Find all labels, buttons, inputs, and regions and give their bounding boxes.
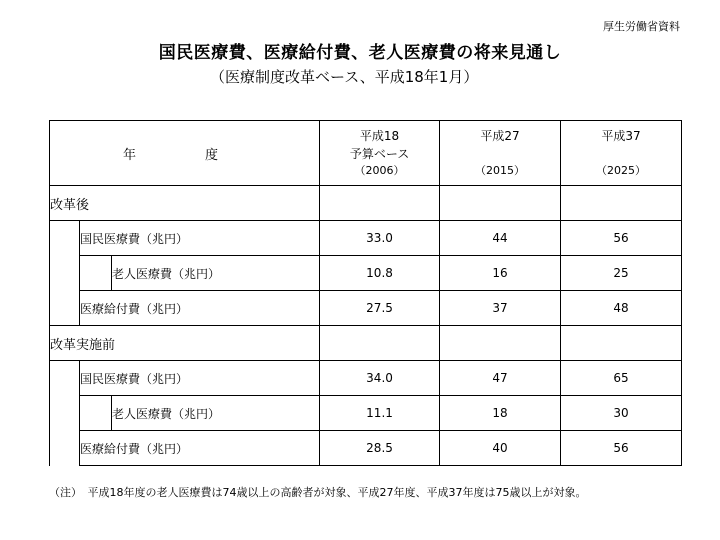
column-header [320, 121, 440, 186]
table-cell: 37 [440, 291, 561, 326]
footnote: （注） 平成18年度の老人医療費は74歳以上の高齢者が対象、平成27年度、平成37年度は75歳以上が対象。 [49, 486, 587, 499]
year-header: 年 度 [50, 121, 320, 186]
table-row [50, 221, 682, 256]
column-era-label: 平成37 [601, 128, 641, 143]
page-title: 国民医療費、医療給付費、老人医療費の将来見通し [158, 43, 562, 63]
row-label: 老人医療費（兆円） [112, 256, 320, 291]
table-cell: 44 [440, 221, 561, 256]
table-row [50, 396, 682, 431]
column-year-label: （2006） [354, 163, 405, 177]
source-label: 厚生労働省資料 [603, 20, 680, 33]
table-cell: 40 [440, 431, 561, 466]
table-row [50, 291, 682, 326]
section-label: 改革実施前 [50, 326, 320, 361]
projection-table [49, 120, 682, 466]
table-cell: 10.8 [320, 256, 440, 291]
table-cell: 27.5 [320, 291, 440, 326]
row-label: 医療給付費（兆円） [80, 291, 320, 326]
section-row [50, 326, 682, 361]
table-cell: 56 [561, 431, 682, 466]
table-cell: 56 [561, 221, 682, 256]
column-header [440, 121, 561, 186]
table-cell: 25 [561, 256, 682, 291]
table-cell: 47 [440, 361, 561, 396]
section-label: 改革後 [50, 186, 320, 221]
row-label: 国民医療費（兆円） [80, 221, 320, 256]
table-cell: 34.0 [320, 361, 440, 396]
column-year-label: （2015） [475, 163, 526, 177]
table-cell: 18 [440, 396, 561, 431]
column-note-label [440, 145, 560, 163]
column-era-label: 平成18 [359, 128, 400, 143]
column-era-label: 平成27 [480, 128, 520, 143]
table-row [50, 431, 682, 466]
page-subtitle: （医療制度改革ベース、平成18年1月） [210, 68, 479, 86]
table-row [50, 256, 682, 291]
row-label: 老人医療費（兆円） [112, 396, 320, 431]
section-row [50, 186, 682, 221]
table-cell: 28.5 [320, 431, 440, 466]
table-cell: 65 [561, 361, 682, 396]
row-label: 医療給付費（兆円） [80, 431, 320, 466]
table-cell: 48 [561, 291, 682, 326]
table-cell: 11.1 [320, 396, 440, 431]
column-note-label [561, 145, 681, 163]
row-label: 国民医療費（兆円） [80, 361, 320, 396]
table-cell: 30 [561, 396, 682, 431]
table-cell: 16 [440, 256, 561, 291]
column-header [561, 121, 682, 186]
table-row [50, 361, 682, 396]
table-cell: 33.0 [320, 221, 440, 256]
column-note-label: 予算ベース [349, 146, 410, 161]
column-year-label: （2025） [596, 163, 647, 177]
header-row [50, 121, 682, 186]
